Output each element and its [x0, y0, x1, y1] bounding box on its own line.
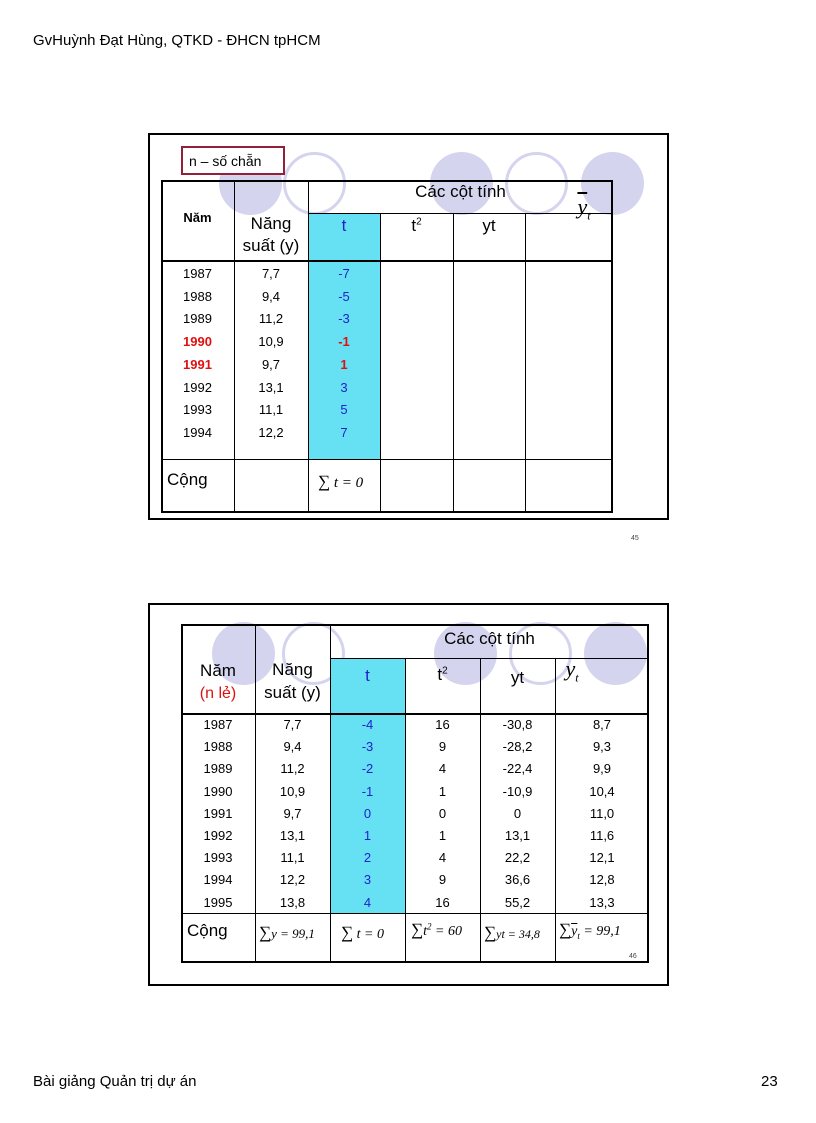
row-year: 1993: [183, 402, 212, 418]
row-yhat: 10,4: [589, 783, 615, 799]
group-header: Các cột tính: [444, 629, 535, 648]
row-t2: 9: [438, 872, 447, 888]
row-y: 9,7: [261, 356, 281, 372]
row-yt: 55,2: [504, 894, 531, 910]
row-year: 1989: [203, 761, 233, 777]
row-y: 11,1: [258, 402, 284, 418]
col-yield-header: Năng: [272, 660, 313, 679]
row-t: 3: [363, 872, 372, 888]
row-y: 13,1: [258, 379, 284, 395]
row-t: 1: [363, 828, 372, 843]
row-year: 1987: [203, 717, 233, 732]
slide-number: 46: [629, 953, 637, 960]
row-t2: 0: [438, 805, 447, 821]
row-year: 1988: [203, 739, 233, 755]
col-yt-header: yt: [510, 668, 525, 687]
row-t: -2: [361, 761, 374, 777]
col-yield-header: Năng: [250, 214, 292, 233]
col-yhat-header: $y_t$: [565, 656, 579, 685]
row-t: 2: [363, 850, 372, 866]
slide-number: 45: [631, 535, 639, 542]
odd-n-note: (n lẻ): [199, 685, 237, 702]
col-t2-header: $t^2$: [411, 216, 422, 235]
row-y: 12,2: [279, 872, 306, 888]
row-yt: 36,6: [504, 872, 531, 888]
row-yt: -10,9: [502, 783, 533, 799]
row-yt: -22,4: [502, 761, 533, 777]
row-t: 4: [363, 894, 372, 910]
row-t2: 1: [438, 783, 447, 799]
col-yhat-header: $\overline{y}_t$: [577, 194, 591, 223]
row-year: 1990: [183, 334, 212, 350]
row-y: 7,7: [283, 717, 302, 732]
row-y: 11,1: [280, 850, 305, 866]
row-year: 1995: [203, 894, 233, 910]
row-year: 1988: [183, 288, 212, 304]
row-yhat: 9,9: [592, 761, 612, 777]
row-y: 10,9: [258, 334, 284, 350]
row-t: -4: [361, 717, 374, 732]
row-t2: 4: [438, 761, 447, 777]
sum-t2: $\sum t^2 = 60$: [411, 920, 462, 939]
row-year: 1987: [183, 266, 212, 281]
row-y: 9,4: [283, 739, 302, 755]
trend-table-even: [161, 180, 639, 542]
row-y: 9,4: [261, 288, 281, 304]
row-year: 1989: [183, 311, 212, 327]
sum-t: ∑ t = 0: [341, 923, 384, 942]
row-t2: 4: [438, 850, 447, 866]
row-year: 1994: [203, 872, 233, 888]
row-year: 1991: [183, 356, 212, 372]
sum-y: ∑y = 99,1: [259, 923, 315, 942]
row-y: 12,2: [258, 424, 284, 440]
col-yield-header-2: suất (y): [242, 236, 300, 255]
row-yt: 0: [513, 805, 522, 821]
row-t: 5: [340, 402, 348, 418]
total-label: Cộng: [167, 470, 208, 489]
row-t: 3: [340, 379, 348, 395]
col-t2-header: $t^2$: [437, 665, 448, 684]
row-year: 1991: [203, 805, 233, 821]
footer-page-number: 23: [761, 1073, 778, 1090]
slide-46: [148, 603, 669, 986]
row-yt: -28,2: [502, 739, 533, 755]
row-t: -1: [338, 334, 350, 350]
trend-table-odd: [181, 624, 649, 963]
even-n-note: n – số chẵn: [181, 146, 285, 175]
col-year-header: Năm: [200, 661, 236, 680]
row-y: 11,2: [258, 311, 284, 327]
row-year: 1992: [203, 828, 233, 843]
row-t: 0: [363, 805, 372, 821]
sum-t: ∑ t = 0: [318, 472, 364, 491]
row-y: 13,1: [279, 828, 306, 843]
row-t2: 16: [435, 717, 450, 732]
row-yhat: 13,3: [589, 894, 615, 910]
page-header: GvHuỳnh Đạt Hùng, QTKD - ĐHCN tpHCM: [33, 32, 321, 49]
row-year: 1992: [183, 379, 212, 395]
row-t: -1: [361, 783, 374, 799]
row-t: -3: [361, 739, 374, 755]
row-year: 1990: [203, 783, 233, 799]
col-yt-header: yt: [482, 216, 496, 235]
row-t: -7: [338, 266, 350, 281]
row-yt: -30,8: [502, 717, 533, 732]
row-yhat: 11,6: [589, 828, 615, 843]
col-year-header: Năm: [183, 210, 212, 225]
row-year: 1994: [183, 424, 212, 440]
row-t2: 16: [435, 894, 450, 910]
sum-yhat: $\sum\overline{y}_t = 99,1$: [559, 920, 621, 941]
row-yt: 13,1: [504, 828, 531, 843]
row-yhat: 12,1: [589, 850, 615, 866]
row-t: 1: [340, 356, 348, 372]
row-t2: 1: [438, 828, 447, 843]
row-yhat: 9,3: [592, 739, 612, 755]
group-header: Các cột tính: [415, 182, 506, 201]
footer-course-title: Bài giảng Quản trị dự án: [33, 1073, 197, 1090]
col-yield-header-2: suất (y): [264, 683, 321, 702]
row-yhat: 8,7: [592, 717, 612, 732]
col-t-header: t: [341, 216, 347, 235]
row-y: 10,9: [279, 783, 306, 799]
total-label: Cộng: [187, 921, 228, 940]
row-yhat: 11,0: [589, 805, 615, 821]
sum-yt: ∑yt = 34,8: [484, 923, 540, 942]
row-y: 13,8: [279, 894, 306, 910]
row-t: 7: [340, 424, 348, 440]
row-yhat: 12,8: [589, 872, 615, 888]
row-t2: 9: [438, 739, 447, 755]
row-y: 7,7: [261, 266, 281, 281]
row-t: -5: [338, 288, 350, 304]
row-t: -3: [338, 311, 350, 327]
row-year: 1993: [203, 850, 233, 866]
slide-45: [148, 133, 669, 542]
row-y: 9,7: [283, 805, 302, 821]
row-yt: 22,2: [504, 850, 531, 866]
row-y: 11,2: [280, 761, 305, 777]
col-t-header: t: [365, 666, 370, 685]
